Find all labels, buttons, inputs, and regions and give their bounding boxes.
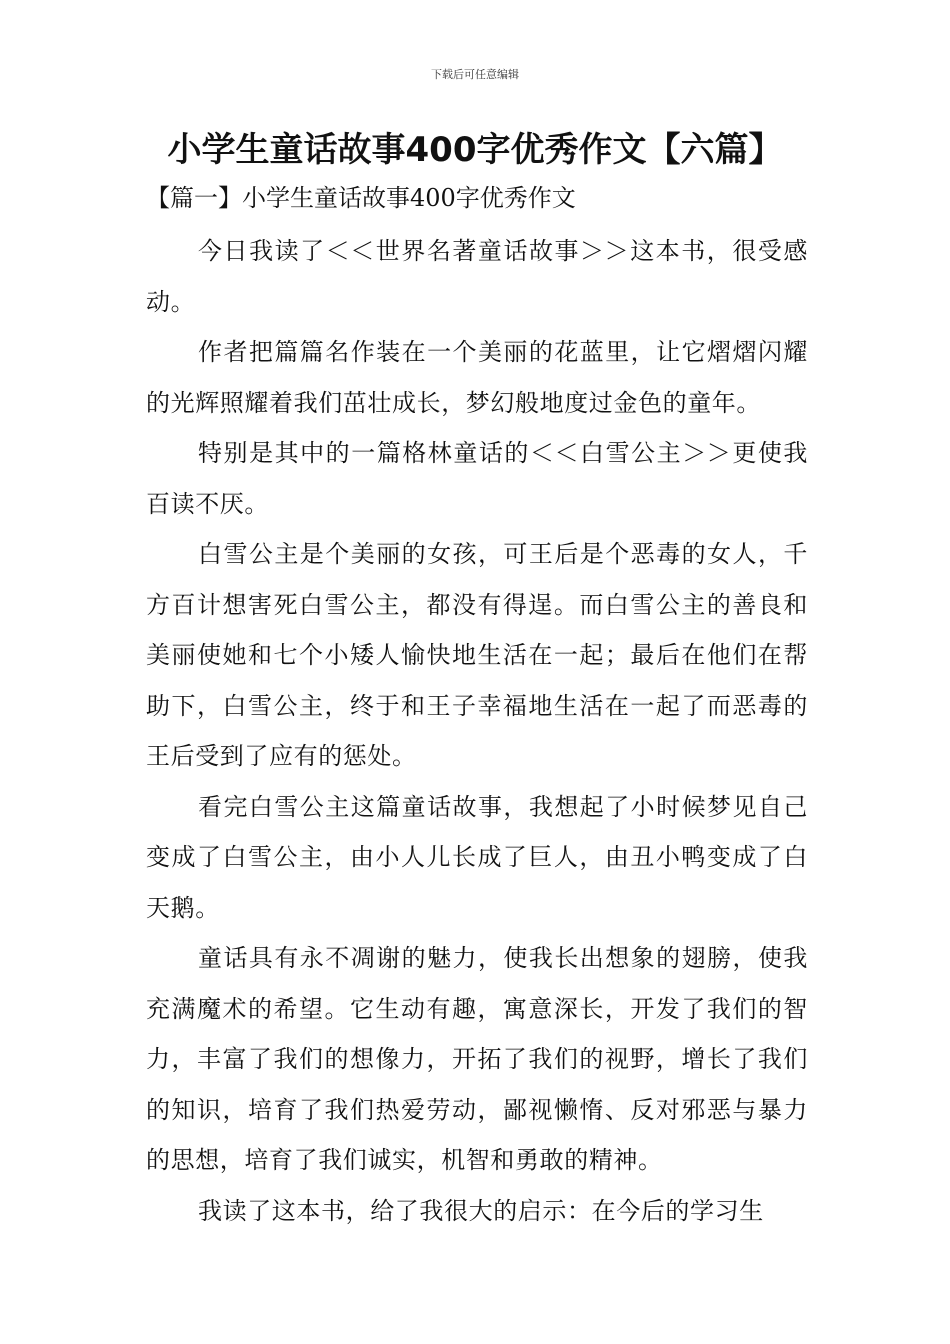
section-heading: 【篇一】小学生童话故事400字优秀作文 (146, 184, 576, 212)
paragraph: 我读了这本书，给了我很大的启示：在今后的学习生 (198, 1196, 764, 1225)
paragraph: 白雪公主是个美丽的女孩，可王后是个恶毒的女人，千方百计想害死白雪公主，都没有得逞。而白雪公主的善良和美丽使她和七个小矮人愉快地生活在一起；最后在他们在帮助下，白雪公主，终于和王子幸福地生活在一起了而恶毒的王后受到了应有的惩处。 (146, 540, 808, 770)
paragraph: 看完白雪公主这篇童话故事，我想起了小时候梦见自己变成了白雪公主，由小人儿长成了巨人，由丑小鸭变成了白天鹅。 (146, 792, 808, 922)
body-text (146, 226, 808, 1236)
document-title: 小学生童话故事400字优秀作文【六篇】 (167, 130, 783, 170)
header-note: 下载后可任意编辑 (431, 68, 519, 81)
paragraph: 今日我读了＜＜世界名著童话故事＞＞这本书，很受感动。 (146, 237, 808, 316)
paragraph: 童话具有永不凋谢的魅力，使我长出想象的翅膀，使我充满魔术的希望。它生动有趣，寓意深长，开发了我们的智力，丰富了我们的想像力，开拓了我们的视野，增长了我们的知识，培育了我们热爱劳动，鄙视懒惰、反对邪恶与暴力的思想，培育了我们诚实，机智和勇敢的精神。 (146, 944, 808, 1174)
paragraph: 作者把篇篇名作装在一个美丽的花蓝里，让它熠熠闪耀的光辉照耀着我们茁壮成长，梦幻般地度过金色的童年。 (146, 338, 808, 417)
paragraph: 特别是其中的一篇格林童话的＜＜白雪公主＞＞更使我百读不厌。 (146, 439, 808, 518)
